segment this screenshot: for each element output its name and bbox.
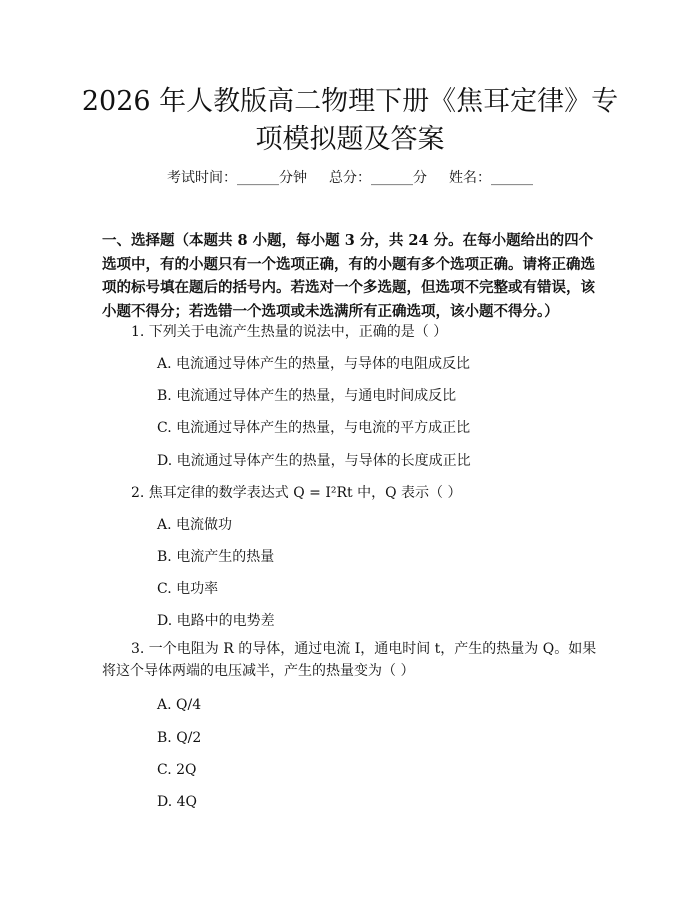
question-1-option-d: D. 电流通过导体产生的热量，与导体的长度成正比 <box>157 453 471 469</box>
student-name-field: 姓名：______ <box>449 170 533 186</box>
document-title-line-2: 项模拟题及答案 <box>255 124 445 155</box>
question-1-option-b: B. 电流通过导体产生的热量，与通电时间成反比 <box>157 388 457 404</box>
document-title-line-1: 2026 年人教版高二物理下册《焦耳定律》专 <box>81 86 619 117</box>
question-2-option-b: B. 电流产生的热量 <box>157 549 275 565</box>
section-heading-multiple-choice: 一、选择题（本题共 8 小题，每小题 3 分，共 24 分。在每小题给出的四个选项中，有的小题只有一个选项正确，有的小题有多个选项正确。请将正确选项的标号填在题后的括号内。若选对一个多选题，但选项不完整或有错误，该小题不得分；若选错一个选项或未选满所有正确选项，该小题不得分。） <box>102 232 595 320</box>
question-2-stem: 2. 焦耳定律的数学表达式 Q = I²Rt 中，Q 表示（ ） <box>131 485 462 501</box>
exam-info-line <box>0 168 700 188</box>
question-3-option-d: D. 4Q <box>157 794 198 810</box>
question-1-option-c: C. 电流通过导体产生的热量，与电流的平方成正比 <box>157 420 471 436</box>
question-3-option-a: A. Q/4 <box>157 697 202 713</box>
question-3-option-b: B. Q/2 <box>157 730 202 746</box>
question-3-option-c: C. 2Q <box>157 762 197 778</box>
total-score-field: 总分：______分 <box>329 170 427 186</box>
question-2-option-d: D. 电路中的电势差 <box>157 613 275 629</box>
question-3-stem: 3. 一个电阻为 R 的导体，通过电流 I，通电时间 t，产生的热量为 Q。如果将这个导体两端的电压减半，产生的热量变为（ ） <box>102 641 597 679</box>
exam-time-field: 考试时间：______分钟 <box>167 170 307 186</box>
question-2-option-c: C. 电功率 <box>157 581 219 597</box>
question-1-stem: 1. 下列关于电流产生热量的说法中，正确的是（ ） <box>131 324 448 340</box>
question-1-option-a: A. 电流通过导体产生的热量，与导体的电阻成反比 <box>157 356 471 372</box>
question-2-option-a: A. 电流做功 <box>157 517 233 533</box>
